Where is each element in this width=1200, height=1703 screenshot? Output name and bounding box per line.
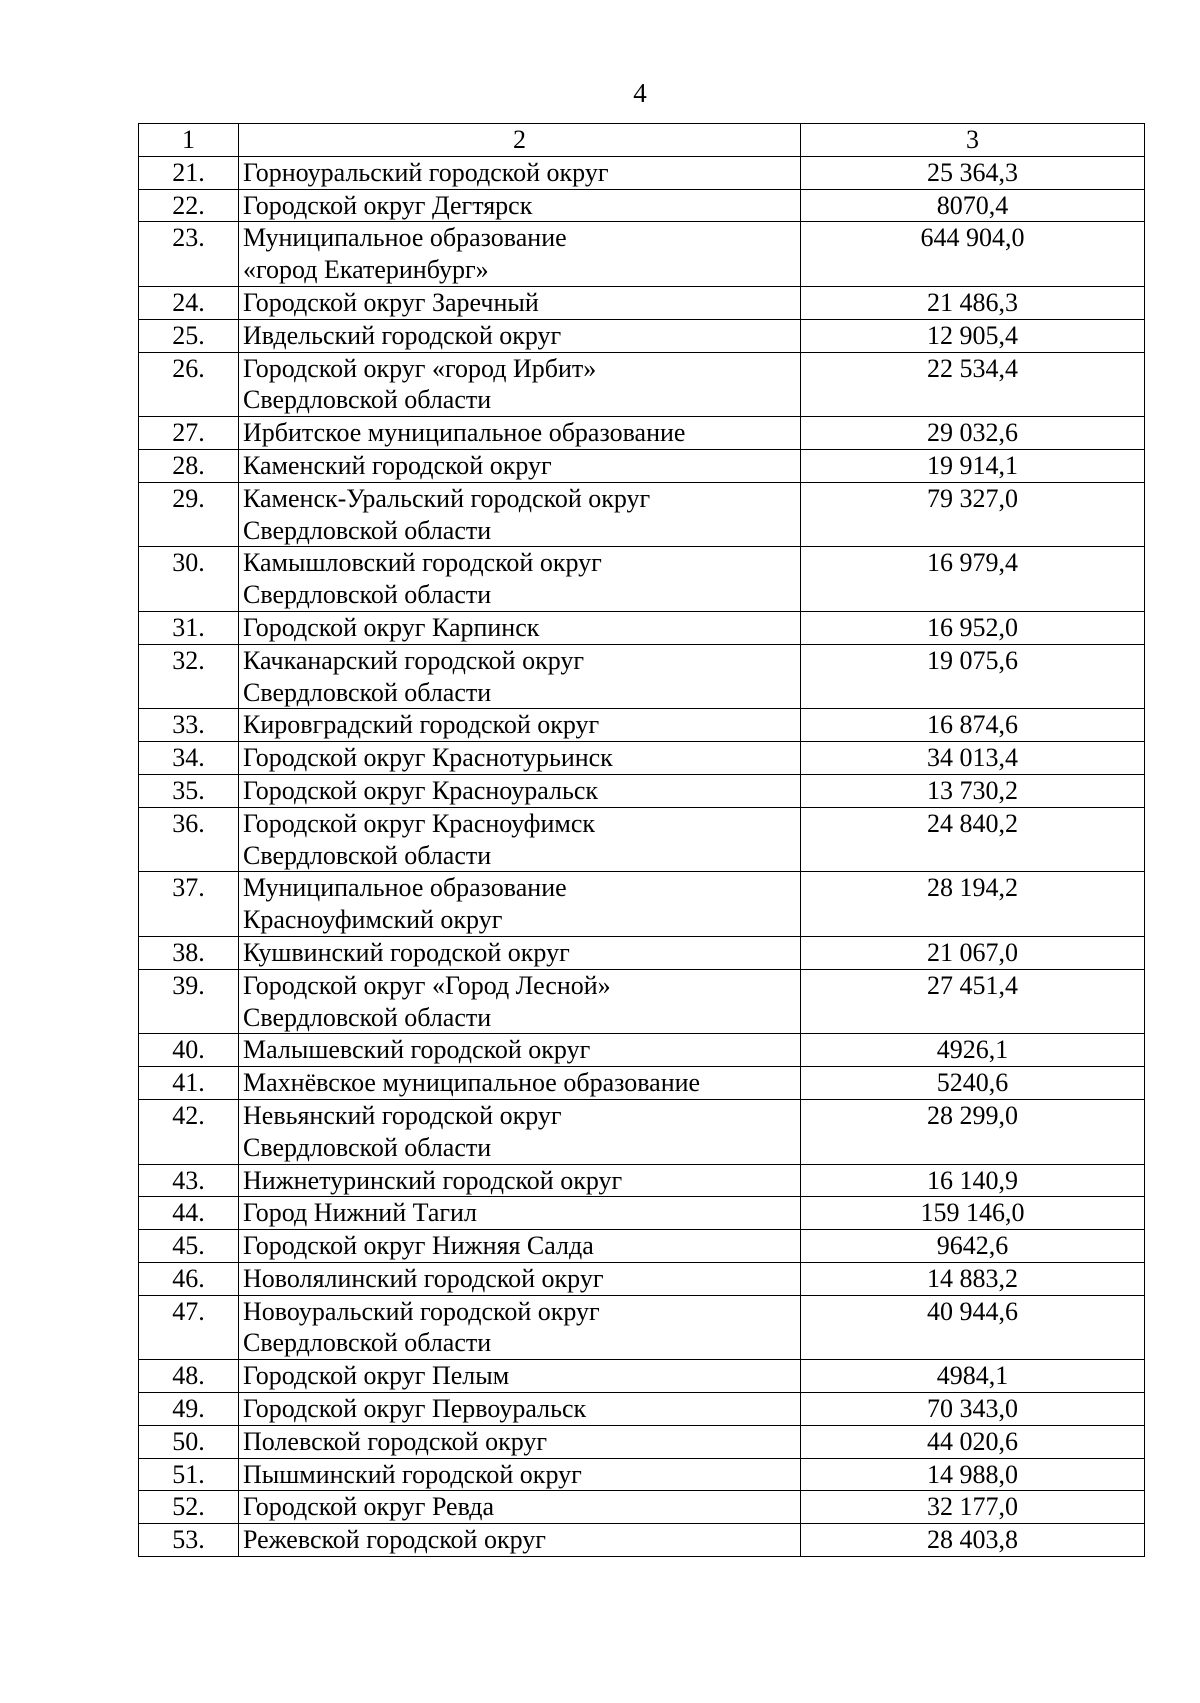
row-number: 46. bbox=[139, 1262, 239, 1295]
municipality-name-line: Нижнетуринский городской округ bbox=[243, 1165, 623, 1195]
row-number: 52. bbox=[139, 1491, 239, 1524]
municipality-name-line: Камышловский городской округ bbox=[243, 548, 602, 578]
row-number: 41. bbox=[139, 1067, 239, 1100]
table-row bbox=[139, 969, 1145, 1034]
municipality-name-line: «город Екатеринбург» bbox=[243, 255, 489, 285]
table-row bbox=[139, 417, 1145, 450]
municipality-name-line: Городской округ Заречный bbox=[243, 287, 539, 317]
municipality-name-line: Свердловской области bbox=[243, 840, 492, 870]
municipality-name-line: Ирбитское муниципальное образование bbox=[243, 418, 686, 448]
table-row bbox=[139, 1393, 1145, 1426]
municipality-name-line: Свердловской области bbox=[243, 677, 492, 707]
row-number: 42. bbox=[139, 1099, 239, 1164]
amount-value: 16 874,6 bbox=[801, 709, 1145, 742]
municipality-name bbox=[239, 709, 801, 742]
municipality-name bbox=[239, 1393, 801, 1426]
municipality-name bbox=[239, 352, 801, 417]
municipality-name bbox=[239, 482, 801, 547]
amount-value: 644 904,0 bbox=[801, 222, 1145, 287]
municipality-name-line: Пышминский городской округ bbox=[243, 1459, 582, 1489]
municipality-name-line: Городской округ Карпинск bbox=[243, 612, 540, 642]
table-row bbox=[139, 1034, 1145, 1067]
municipality-name-line: Муниципальное образование bbox=[243, 223, 567, 253]
row-number: 44. bbox=[139, 1197, 239, 1230]
table-row bbox=[139, 1230, 1145, 1263]
table-row bbox=[139, 189, 1145, 222]
amount-value: 22 534,4 bbox=[801, 352, 1145, 417]
table-row bbox=[139, 1067, 1145, 1100]
table-row bbox=[139, 449, 1145, 482]
municipality-name-line: Малышевский городской округ bbox=[243, 1035, 591, 1065]
municipality-name bbox=[239, 417, 801, 450]
table-row bbox=[139, 319, 1145, 352]
table-row bbox=[139, 1295, 1145, 1360]
row-number: 30. bbox=[139, 547, 239, 612]
municipality-name-line: Кушвинский городской округ bbox=[243, 937, 570, 967]
table-row bbox=[139, 222, 1145, 287]
table-row bbox=[139, 1360, 1145, 1393]
amount-value: 28 403,8 bbox=[801, 1524, 1145, 1557]
municipality-name bbox=[239, 1458, 801, 1491]
municipality-name bbox=[239, 547, 801, 612]
municipality-name bbox=[239, 611, 801, 644]
amount-value: 32 177,0 bbox=[801, 1491, 1145, 1524]
amount-value: 16 140,9 bbox=[801, 1164, 1145, 1197]
table-row bbox=[139, 156, 1145, 189]
page-number: 4 bbox=[633, 78, 647, 108]
amount-value: 5240,6 bbox=[801, 1067, 1145, 1100]
amount-value: 159 146,0 bbox=[801, 1197, 1145, 1230]
row-number: 49. bbox=[139, 1393, 239, 1426]
row-number: 45. bbox=[139, 1230, 239, 1263]
municipality-name-line: Муниципальное образование bbox=[243, 873, 567, 903]
municipality-name-line: Городской округ Краснотурьинск bbox=[243, 743, 613, 773]
row-number: 34. bbox=[139, 742, 239, 775]
table-row bbox=[139, 286, 1145, 319]
amount-value: 16 979,4 bbox=[801, 547, 1145, 612]
municipality-name-line: Свердловской области bbox=[243, 1328, 492, 1358]
municipality-name bbox=[239, 1425, 801, 1458]
table-row bbox=[139, 1524, 1145, 1557]
municipality-name-line: Кировградский городской округ bbox=[243, 710, 600, 740]
table-row bbox=[139, 1425, 1145, 1458]
municipality-name-line: Каменск-Уральский городской округ bbox=[243, 483, 651, 513]
amount-value: 14 883,2 bbox=[801, 1262, 1145, 1295]
table-row bbox=[139, 742, 1145, 775]
municipality-name-line: Городской округ Первоуральск bbox=[243, 1394, 587, 1424]
municipality-name-line: Махнёвское муниципальное образование bbox=[243, 1068, 701, 1098]
municipality-name-line: Качканарский городской округ bbox=[243, 645, 585, 675]
amount-value: 24 840,2 bbox=[801, 807, 1145, 872]
row-number: 38. bbox=[139, 936, 239, 969]
amount-value: 12 905,4 bbox=[801, 319, 1145, 352]
column-header-name: 2 bbox=[239, 124, 801, 157]
municipality-name-line: Городской округ Пелым bbox=[243, 1361, 510, 1391]
row-number: 37. bbox=[139, 872, 239, 937]
amount-value: 29 032,6 bbox=[801, 417, 1145, 450]
municipality-name-line: Городской округ «Город Лесной» bbox=[243, 970, 611, 1000]
municipality-name-line: Город Нижний Тагил bbox=[243, 1198, 477, 1228]
municipality-name-line: Городской округ Дегтярск bbox=[243, 190, 533, 220]
amount-value: 34 013,4 bbox=[801, 742, 1145, 775]
municipality-name-line: Свердловской области bbox=[243, 1002, 492, 1032]
amount-value: 40 944,6 bbox=[801, 1295, 1145, 1360]
table-row bbox=[139, 774, 1145, 807]
amount-value: 13 730,2 bbox=[801, 774, 1145, 807]
municipality-name-line: Красноуфимский округ bbox=[243, 905, 503, 935]
municipality-name bbox=[239, 1491, 801, 1524]
table-row bbox=[139, 1458, 1145, 1491]
amount-value: 19 914,1 bbox=[801, 449, 1145, 482]
amount-value: 27 451,4 bbox=[801, 969, 1145, 1034]
table-row bbox=[139, 1099, 1145, 1164]
municipality-name bbox=[239, 156, 801, 189]
amount-value: 14 988,0 bbox=[801, 1458, 1145, 1491]
row-number: 24. bbox=[139, 286, 239, 319]
row-number: 48. bbox=[139, 1360, 239, 1393]
amount-value: 44 020,6 bbox=[801, 1425, 1145, 1458]
row-number: 39. bbox=[139, 969, 239, 1034]
amount-value: 19 075,6 bbox=[801, 644, 1145, 709]
amount-value: 4926,1 bbox=[801, 1034, 1145, 1067]
table-row bbox=[139, 482, 1145, 547]
table-row bbox=[139, 872, 1145, 937]
amount-value: 70 343,0 bbox=[801, 1393, 1145, 1426]
row-number: 33. bbox=[139, 709, 239, 742]
row-number: 26. bbox=[139, 352, 239, 417]
municipality-name bbox=[239, 1295, 801, 1360]
amount-value: 79 327,0 bbox=[801, 482, 1145, 547]
amount-value: 8070,4 bbox=[801, 189, 1145, 222]
municipality-name bbox=[239, 286, 801, 319]
municipality-name bbox=[239, 742, 801, 775]
municipality-name-line: Невьянский городской округ bbox=[243, 1100, 562, 1130]
column-header-number: 1 bbox=[139, 124, 239, 157]
municipality-name-line: Свердловской области bbox=[243, 580, 492, 610]
table-row bbox=[139, 352, 1145, 417]
municipality-name-line: Городской округ Красноуральск bbox=[243, 775, 599, 805]
municipality-name bbox=[239, 189, 801, 222]
municipality-name-line: Свердловской области bbox=[243, 1132, 492, 1162]
amount-value: 9642,6 bbox=[801, 1230, 1145, 1263]
amount-value: 28 299,0 bbox=[801, 1099, 1145, 1164]
municipality-name bbox=[239, 969, 801, 1034]
municipality-name-line: Полевской городской округ bbox=[243, 1426, 548, 1456]
row-number: 31. bbox=[139, 611, 239, 644]
amount-value: 25 364,3 bbox=[801, 156, 1145, 189]
table-row bbox=[139, 1491, 1145, 1524]
column-header-value: 3 bbox=[801, 124, 1145, 157]
municipality-name-line: Свердловской области bbox=[243, 385, 492, 415]
row-number: 53. bbox=[139, 1524, 239, 1557]
amount-value: 21 486,3 bbox=[801, 286, 1145, 319]
municipality-name-line: Режевской городской округ bbox=[243, 1525, 546, 1555]
municipality-name bbox=[239, 644, 801, 709]
municipality-name bbox=[239, 1360, 801, 1393]
municipality-name bbox=[239, 1034, 801, 1067]
municipality-name-line: Ивдельский городской округ bbox=[243, 320, 562, 350]
amount-value: 28 194,2 bbox=[801, 872, 1145, 937]
municipality-name bbox=[239, 1524, 801, 1557]
data-table bbox=[138, 123, 1145, 1557]
row-number: 36. bbox=[139, 807, 239, 872]
municipality-name-line: Городской округ Красноуфимск bbox=[243, 808, 596, 838]
municipality-name bbox=[239, 449, 801, 482]
table-row bbox=[139, 547, 1145, 612]
municipality-name bbox=[239, 1262, 801, 1295]
municipality-name-line: Новолялинский городской округ bbox=[243, 1263, 604, 1293]
row-number: 32. bbox=[139, 644, 239, 709]
municipality-name bbox=[239, 1067, 801, 1100]
row-number: 21. bbox=[139, 156, 239, 189]
table-row bbox=[139, 611, 1145, 644]
municipality-name-line: Городской округ Ревда bbox=[243, 1492, 494, 1522]
row-number: 28. bbox=[139, 449, 239, 482]
amount-value: 4984,1 bbox=[801, 1360, 1145, 1393]
row-number: 43. bbox=[139, 1164, 239, 1197]
row-number: 23. bbox=[139, 222, 239, 287]
municipality-name-line: Городской округ Нижняя Салда bbox=[243, 1231, 594, 1261]
row-number: 40. bbox=[139, 1034, 239, 1067]
table-row bbox=[139, 1164, 1145, 1197]
table-row bbox=[139, 644, 1145, 709]
table-header-row bbox=[139, 124, 1145, 157]
table-row bbox=[139, 936, 1145, 969]
table-row bbox=[139, 1197, 1145, 1230]
municipality-name bbox=[239, 807, 801, 872]
municipality-name bbox=[239, 1230, 801, 1263]
table-body bbox=[139, 124, 1145, 1557]
row-number: 29. bbox=[139, 482, 239, 547]
municipality-name bbox=[239, 222, 801, 287]
municipality-name bbox=[239, 936, 801, 969]
row-number: 35. bbox=[139, 774, 239, 807]
table-row bbox=[139, 807, 1145, 872]
municipality-name-line: Свердловской области bbox=[243, 515, 492, 545]
row-number: 25. bbox=[139, 319, 239, 352]
table-row bbox=[139, 1262, 1145, 1295]
municipality-name bbox=[239, 319, 801, 352]
municipality-name bbox=[239, 1164, 801, 1197]
municipality-name-line: Новоуральский городской округ bbox=[243, 1296, 600, 1326]
table-row bbox=[139, 709, 1145, 742]
municipality-name bbox=[239, 1099, 801, 1164]
amount-value: 21 067,0 bbox=[801, 936, 1145, 969]
municipality-name bbox=[239, 774, 801, 807]
municipality-name-line: Каменский городской округ bbox=[243, 450, 552, 480]
municipality-name-line: Городской округ «город Ирбит» bbox=[243, 353, 597, 383]
row-number: 51. bbox=[139, 1458, 239, 1491]
municipality-name bbox=[239, 1197, 801, 1230]
row-number: 47. bbox=[139, 1295, 239, 1360]
row-number: 22. bbox=[139, 189, 239, 222]
row-number: 50. bbox=[139, 1425, 239, 1458]
municipality-name bbox=[239, 872, 801, 937]
municipality-name-line: Горноуральский городской округ bbox=[243, 157, 609, 187]
amount-value: 16 952,0 bbox=[801, 611, 1145, 644]
row-number: 27. bbox=[139, 417, 239, 450]
